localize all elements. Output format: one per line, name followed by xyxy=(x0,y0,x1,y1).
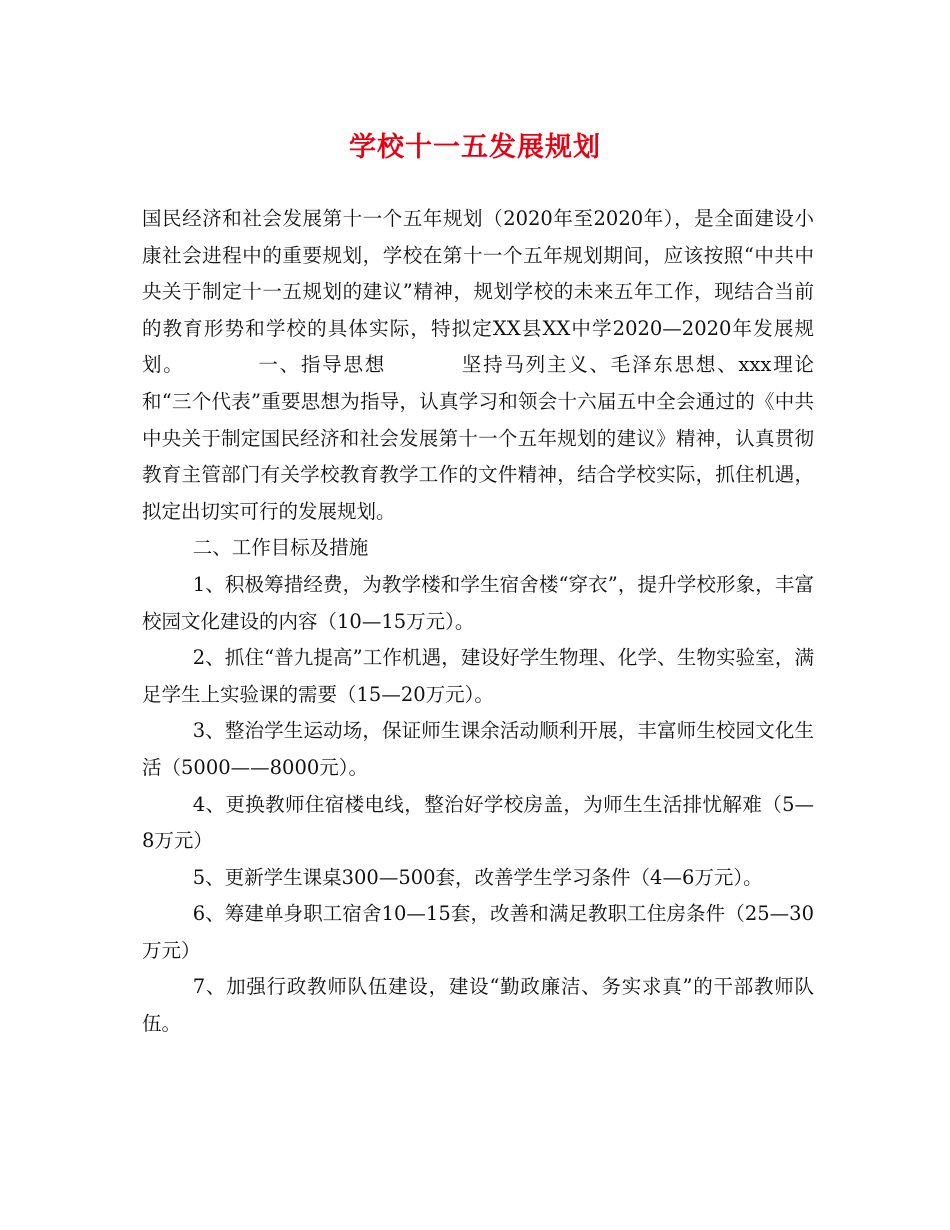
list-item: 3、整治学生运动场，保证师生课余活动顺利开展，丰富师生校园文化生活（5000——8000元）。 xyxy=(142,719,814,779)
list-item: 2、抓住“普九提高”工作机遇，建设好学生物理、化学、生物实验室，满足学生上实验课的需要（15—20万元）。 xyxy=(142,646,814,706)
section-1-heading: 一、指导思想 xyxy=(256,353,387,377)
list-item: 4、更换教师住宿楼电线，整治好学校房盖，为师生生活排忧解难（5—8万元） xyxy=(142,792,814,853)
list-item: 1、积极筹措经费，为教学楼和学生宿舍楼“穿衣”，提升学校形象，丰富校园文化建设的内容（10—15万元）。 xyxy=(142,572,814,633)
section-1-body: 坚持马列主义、毛泽东思想、xxx理论和“三个代表”重要思想为指导，认真学习和领会十六届五中全会通过的《中共中央关于制定国民经济和社会发展第十一个五年规划的建议》精神，认真贯彻教育主管部门有关学校教育教学工作的文件精神，结合学校实际，抓住机遇，拟定出切实可行的发展规划。 xyxy=(142,353,814,523)
document-body xyxy=(142,201,814,1043)
list-item: 5、更新学生课桌300—500套，改善学生学习条件（4—6万元）。 xyxy=(192,865,763,889)
document-title: 学校十一五发展规划 xyxy=(349,132,601,163)
intro-paragraph xyxy=(142,201,814,530)
intro-text: 国民经济和社会发展第十一个五年规划（2020年至2020年），是全面建设小康社会进程中的重要规划，学校在第十一个五年规划期间，应该按照“中共中央关于制定十一五规划的建议”精神，规划学校的未来五年工作，现结合当前的教育形势和学校的具体实际，特拟定XX县XX中学2020—2020年发展规划。 xyxy=(142,207,814,377)
list-item: 7、加强行政教师队伍建设，建设“勤政廉洁、务实求真”的干部教师队伍。 xyxy=(142,975,814,1036)
section-2-heading: 二、工作目标及措施 xyxy=(192,536,369,560)
list-item: 6、筹建单身职工宿舍10—15套，改善和满足教职工住房条件（25—30万元） xyxy=(142,902,814,962)
